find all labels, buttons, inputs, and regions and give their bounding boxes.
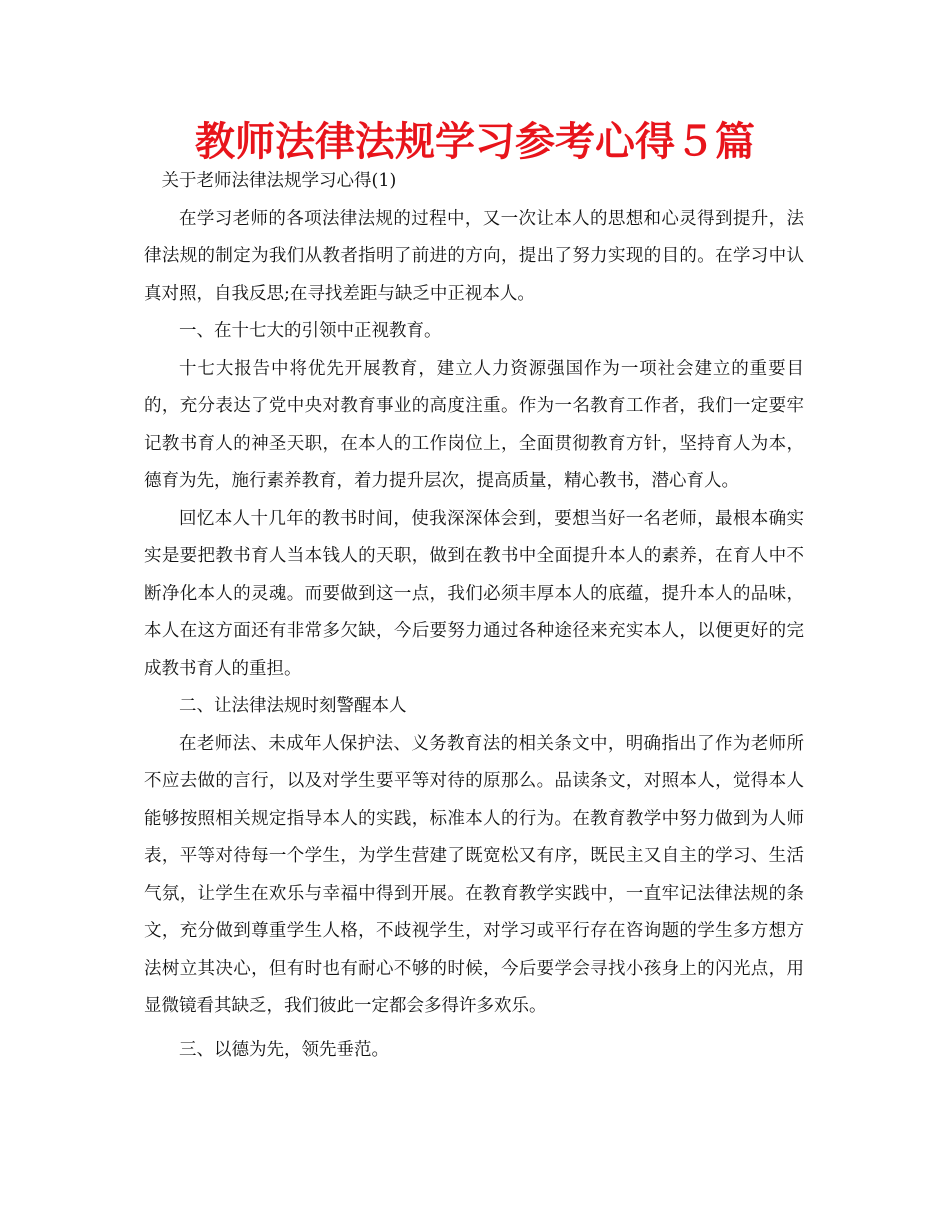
paragraph-intro: 在学习老师的各项法律法规的过程中，又一次让本人的思想和心灵得到提升，法律法规的制定为我们从教者指明了前进的方向，提出了努力实现的目的。在学习中认真对照，自我反思;在寻找差距与缺乏中正视本人。 xyxy=(144,208,804,304)
paragraph-section-2: 在老师法、未成年人保护法、义务教育法的相关条文中，明确指出了作为老师所不应去做的言行，以及对学生要平等对待的原那么。品读条文，对照本人，觉得本人能够按照相关规定指导本人的实践，标准本人的行为。在教育教学中努力做到为人师表，平等对待每一个学生，为学生营建了既宽松又有序，既民主又自主的学习、生活气氛，让学生在欢乐与幸福中得到开展。在教育教学实践中，一直牢记法律法规的条文，充分做到尊重学生人格，不歧视学生，对学习或平行存在咨询题的学生多方想方法树立其决心，但有时也有耐心不够的时候，今后要学会寻找小孩身上的闪光点，用显微镜看其缺乏，我们彼此一定都会多得许多欢乐。 xyxy=(144,733,804,1016)
heading-section-2: 二、让法律法规时刻警醒本人 xyxy=(179,696,407,716)
heading-section-1: 一、在十七大的引领中正视教育。 xyxy=(179,321,442,341)
heading-section-3: 三、以德为先，领先垂范。 xyxy=(179,1039,389,1060)
document-title: 教师法律法规学习参考心得５篇 xyxy=(195,119,755,165)
paragraph-section-1: 十七大报告中将优先开展教育，建立人力资源强国作为一项社会建立的重要目的，充分表达了党中央对教育事业的高度注重。作为一名教育工作者，我们一定要牢记教书育人的神圣天职，在本人的工作岗位上，全面贯彻教育方针，坚持育人为本，德育为先，施行素养教育，着力提升层次，提高质量，精心教书，潜心育人。 xyxy=(144,358,804,491)
document-body xyxy=(144,163,804,1069)
section-subtitle: 关于老师法律法规学习心得(1) xyxy=(161,171,397,191)
paragraph-reflection: 回忆本人十几年的教书时间，使我深深体会到，要想当好一名老师，最根本确实实是要把教书育人当本钱人的天职，做到在教书中全面提升本人的素养，在育人中不断净化本人的灵魂。而要做到这一点，我们必须丰厚本人的底蕴，提升本人的品味，本人在这方面还有非常多欠缺，今后要努力通过各种途径来充实本人，以便更好的完成教书育人的重担。 xyxy=(144,508,804,679)
